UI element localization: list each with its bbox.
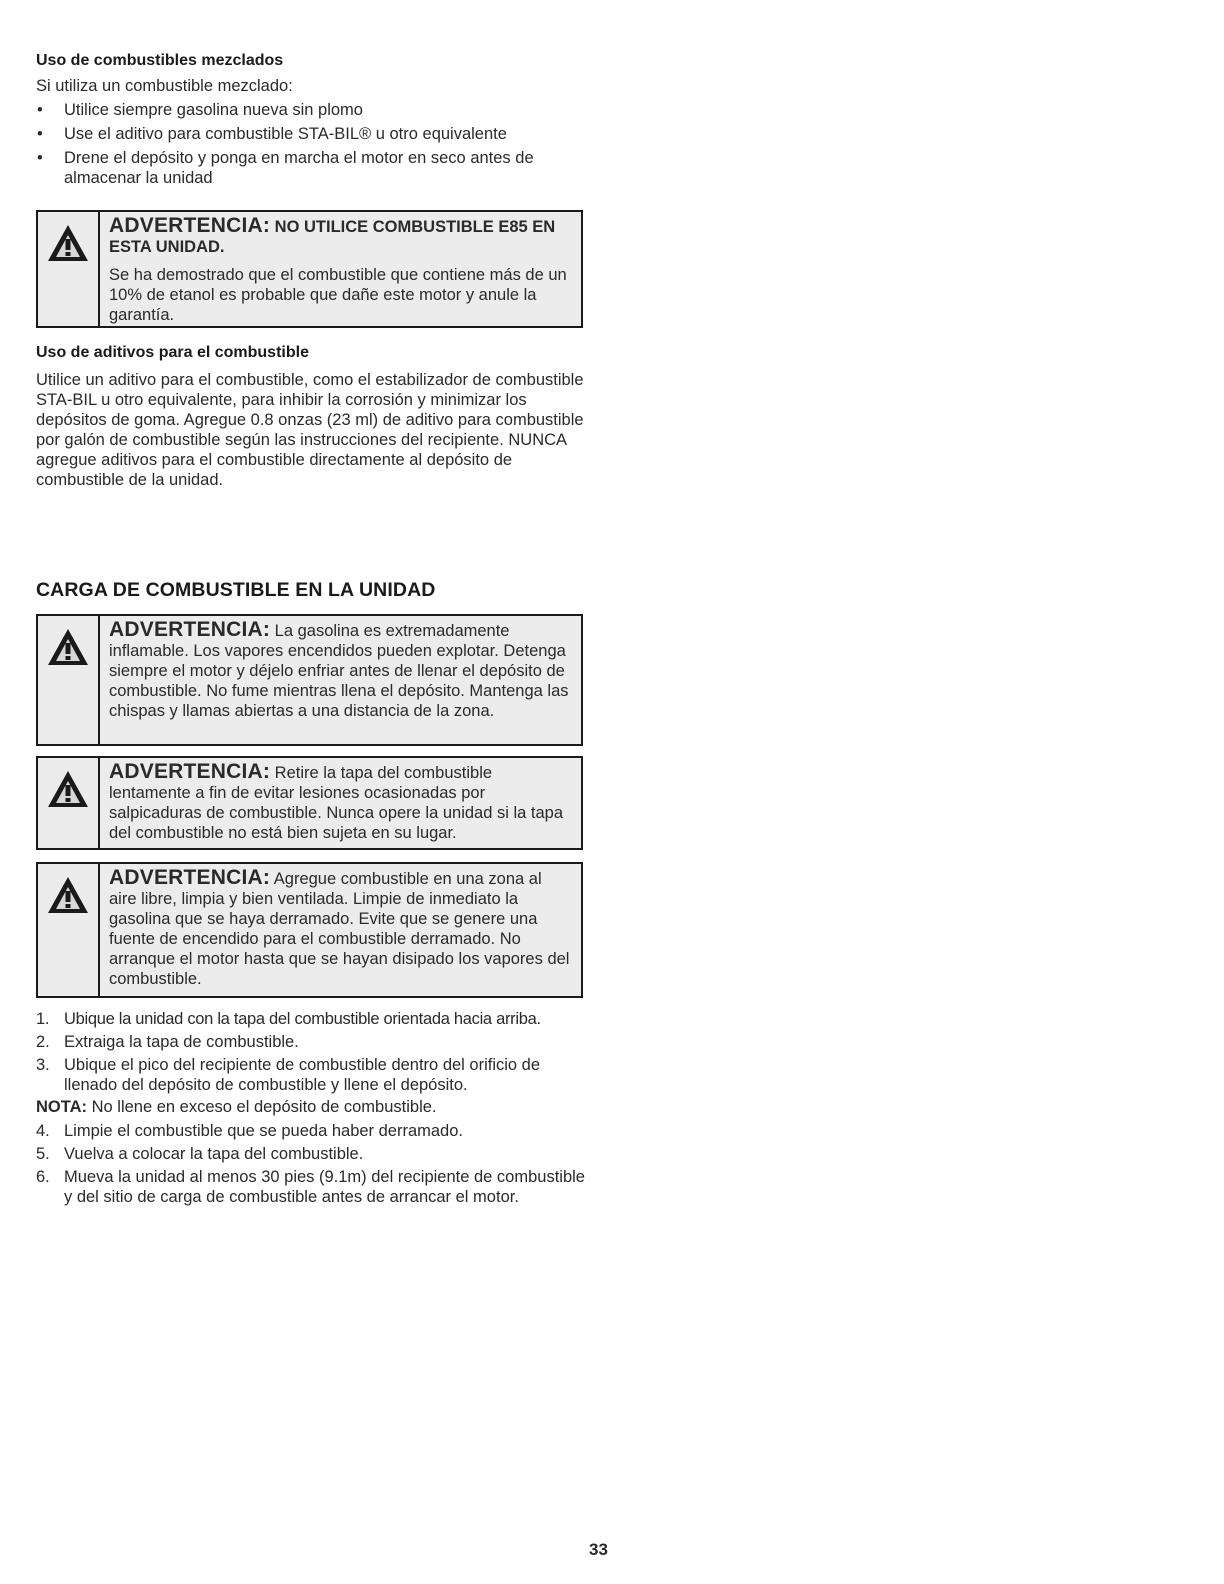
step-number: 6.	[36, 1168, 50, 1186]
fueling-heading: CARGA DE COMBUSTIBLE EN LA UNIDAD	[36, 579, 436, 601]
page-number: 33	[589, 1540, 608, 1559]
steps-list	[36, 1121, 586, 1207]
note	[36, 1097, 586, 1117]
warning-body: Se ha demostrado que el combustible que contiene más de un 10% de etanol es probable que dañe este motor y anule la garantía.	[109, 266, 567, 324]
step-number: 5.	[36, 1145, 50, 1163]
mixed-fuels-list	[36, 100, 581, 188]
steps-list	[36, 1009, 586, 1095]
warning-title: ADVERTENCIA:	[109, 214, 271, 237]
warning-box-flammable	[36, 614, 583, 746]
warning-title: ADVERTENCIA:	[109, 618, 271, 641]
list-item: • Use el aditivo para combustible STA-BIL® u otro equivalente	[36, 124, 581, 144]
step-text: Vuelva a colocar la tapa del combustible.	[64, 1145, 364, 1163]
step-number: 1.	[36, 1010, 50, 1028]
step-text: Limpie el combustible que se pueda haber derramado.	[64, 1122, 463, 1140]
warning-triangle-icon	[46, 769, 90, 809]
warning-text	[100, 616, 581, 744]
list-item	[36, 1167, 586, 1207]
step-text: Ubique la unidad con la tapa del combustible orientada hacia arriba.	[64, 1010, 541, 1028]
warning-title: ADVERTENCIA:	[109, 760, 271, 783]
warning-box-ventilation	[36, 862, 583, 998]
list-item	[36, 1144, 586, 1164]
mixed-fuels-intro: Si utiliza un combustible mezclado:	[36, 77, 293, 95]
warning-box-fuel-cap	[36, 756, 583, 850]
warning-body: Agregue combustible en una zona al aire libre, limpia y bien ventilada. Limpie de inmediato la gasolina que se haya derramado. Evite que se genere una fuente de encendido para el combustible derramado. No arranque el motor hasta que se hayan disipado los vapores del combustible.	[109, 870, 570, 988]
mixed-fuels-heading: Uso de combustibles mezclados	[36, 52, 284, 69]
note-text: No llene en exceso el depósito de combustible.	[91, 1098, 437, 1116]
warning-body: Retire la tapa del combustible lentamente a fin de evitar lesiones ocasionadas por salpicaduras de combustible. Nunca opere la unidad si la tapa del combustible no está bien sujeta en su lugar.	[109, 764, 564, 842]
warning-icon-cell	[38, 758, 100, 848]
step-number: 4.	[36, 1122, 50, 1140]
warning-text	[100, 864, 581, 996]
warning-icon-cell	[38, 864, 100, 996]
list-item: • Drene el depósito y ponga en marcha el motor en seco antes de almacenar la unidad	[36, 148, 581, 188]
step-text: Extraiga la tapa de combustible.	[64, 1033, 299, 1051]
list-item	[36, 1055, 586, 1095]
warning-text	[100, 212, 581, 326]
additives-body: Utilice un aditivo para el combustible, como el estabilizador de combustible STA-BIL u otro equivalente, para inhibir la corrosión y minimizar los depósitos de goma. Agregue 0.8 onzas (23 ml) de aditivo para combustible por galón de combustible según las instrucciones del recipiente. NUNCA agregue aditivos para el combustible directamente al depósito de combustible de la unidad.	[36, 371, 584, 489]
list-item	[36, 1009, 586, 1029]
warning-icon-cell	[38, 212, 100, 326]
list-item	[36, 1121, 586, 1141]
mixed-fuels-section	[36, 51, 581, 188]
warning-body: La gasolina es extremadamente inflamable. Los vapores encendidos pueden explotar. Detenga siempre el motor y déjelo enfriar antes de llenar el depósito de combustible. No fume mientras llena el depósito. Mantenga las chispas y llamas abiertas a una distancia de la zona.	[109, 622, 569, 720]
step-number: 2.	[36, 1033, 50, 1051]
step-text: Ubique el pico del recipiente de combustible dentro del orificio de llenado del depósito de combustible y llene el depósito.	[64, 1056, 541, 1094]
warning-triangle-icon	[46, 627, 90, 667]
note-label: NOTA:	[36, 1098, 88, 1116]
warning-box-e85	[36, 210, 583, 328]
step-number: 3.	[36, 1056, 50, 1074]
warning-title: ADVERTENCIA:	[109, 866, 271, 889]
warning-triangle-icon	[46, 875, 90, 915]
warning-text	[100, 758, 581, 848]
fueling-steps	[36, 1009, 586, 1207]
step-text: Mueva la unidad al menos 30 pies (9.1m) del recipiente de combustible y del sitio de carga de combustible antes de arrancar el motor.	[64, 1168, 585, 1206]
additives-heading: Uso de aditivos para el combustible	[36, 344, 309, 361]
list-item: • Utilice siempre gasolina nueva sin plomo	[36, 100, 581, 120]
list-item	[36, 1032, 586, 1052]
warning-triangle-icon	[46, 223, 90, 263]
warning-title-rest: NO UTILICE COMBUSTIBLE E85 EN ESTA UNIDAD.	[109, 218, 556, 256]
warning-icon-cell	[38, 616, 100, 744]
additives-section	[36, 343, 586, 490]
